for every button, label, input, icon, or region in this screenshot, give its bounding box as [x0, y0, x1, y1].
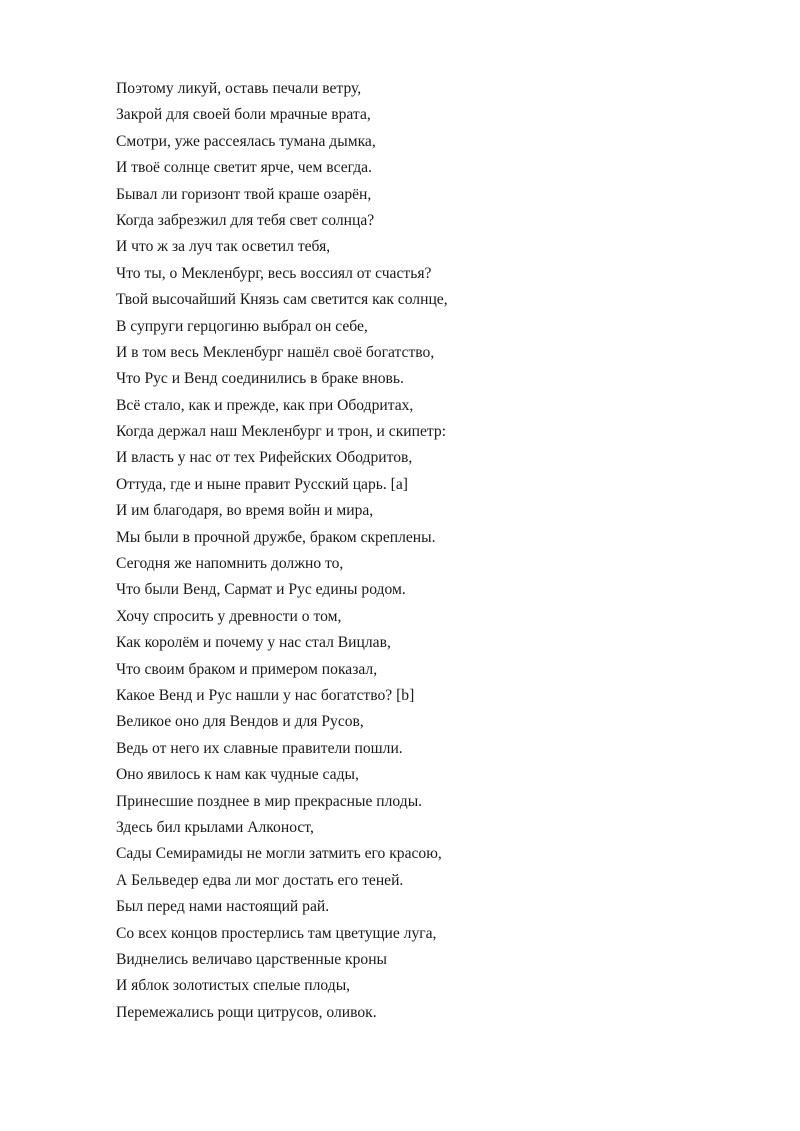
poem-line: Мы были в прочной дружбе, браком скреплены. [116, 528, 436, 546]
poem-line: Виднелись величаво царственные кроны [116, 950, 388, 968]
poem-line: И яблок золотистых спелые плоды, [116, 977, 351, 995]
poem-line: Когда держал наш Мекленбург и трон, и скипетр: [116, 423, 447, 441]
poem-line: Великое оно для Вендов и для Русов, [116, 713, 364, 731]
poem-line: Что ты, о Мекленбург, весь воссиял от счастья? [116, 264, 432, 282]
poem-line: И в том весь Мекленбург нашёл своё богатство, [116, 343, 435, 361]
poem-line: Твой высочайший Князь сам светится как солнце, [116, 291, 448, 309]
poem-line: Что Рус и Венд соединились в браке вновь. [116, 370, 404, 388]
poem-line: Когда забрезжил для тебя свет солнца? [116, 211, 375, 229]
poem-line: Перемежались рощи цитрусов, оливок. [116, 1003, 377, 1021]
poem-line: Ведь от него их славные правители пошли. [116, 739, 403, 757]
poem-line: Что своим браком и примером показал, [116, 660, 378, 678]
poem-line: Какое Венд и Рус нашли у нас богатство? [b] [116, 686, 415, 704]
poem-line: Принесшие позднее в мир прекрасные плоды. [116, 792, 423, 810]
poem-line: Всё стало, как и прежде, как при Ободритах, [116, 396, 414, 414]
poem-line: В супруги герцогиню выбрал он себе, [116, 317, 368, 335]
poem-line: Закрой для своей боли мрачные врата, [116, 106, 371, 124]
poem-line: Оно явилось к нам как чудные сады, [116, 766, 359, 784]
poem-line: И власть у нас от тех Рифейских Ободритов, [116, 449, 413, 467]
poem-line: Сегодня же напомнить должно то, [116, 555, 344, 573]
poem-line: Оттуда, где и ныне правит Русский царь. [a] [116, 475, 408, 493]
poem-line: И что ж за луч так осветил тебя, [116, 238, 331, 256]
poem-line: Бывал ли горизонт твой краше озарён, [116, 185, 372, 203]
poem-line: Поэтому ликуй, оставь печали ветру, [116, 80, 362, 97]
poem-line: Со всех концов простерлись там цветущие луга, [116, 924, 437, 942]
poem-line: И твоё солнце светит ярче, чем всегда. [116, 159, 372, 177]
poem-text [116, 76, 756, 1026]
poem-line: И им благодаря, во время войн и мира, [116, 502, 374, 520]
poem-line: Что были Венд, Сармат и Рус едины родом. [116, 581, 406, 599]
poem-line: Здесь бил крылами Алконост, [116, 818, 314, 836]
poem-line: Как королём и почему у нас стал Вицлав, [116, 634, 391, 652]
poem-line: Смотри, уже рассеялась тумана дымка, [116, 132, 376, 150]
poem-line: Был перед нами настоящий рай. [116, 898, 330, 916]
poem-line: Сады Семирамиды не могли затмить его красою, [116, 845, 442, 863]
poem-line: Хочу спросить у древности о том, [116, 607, 342, 625]
poem-line: А Бельведер едва ли мог достать его теней. [116, 871, 404, 889]
